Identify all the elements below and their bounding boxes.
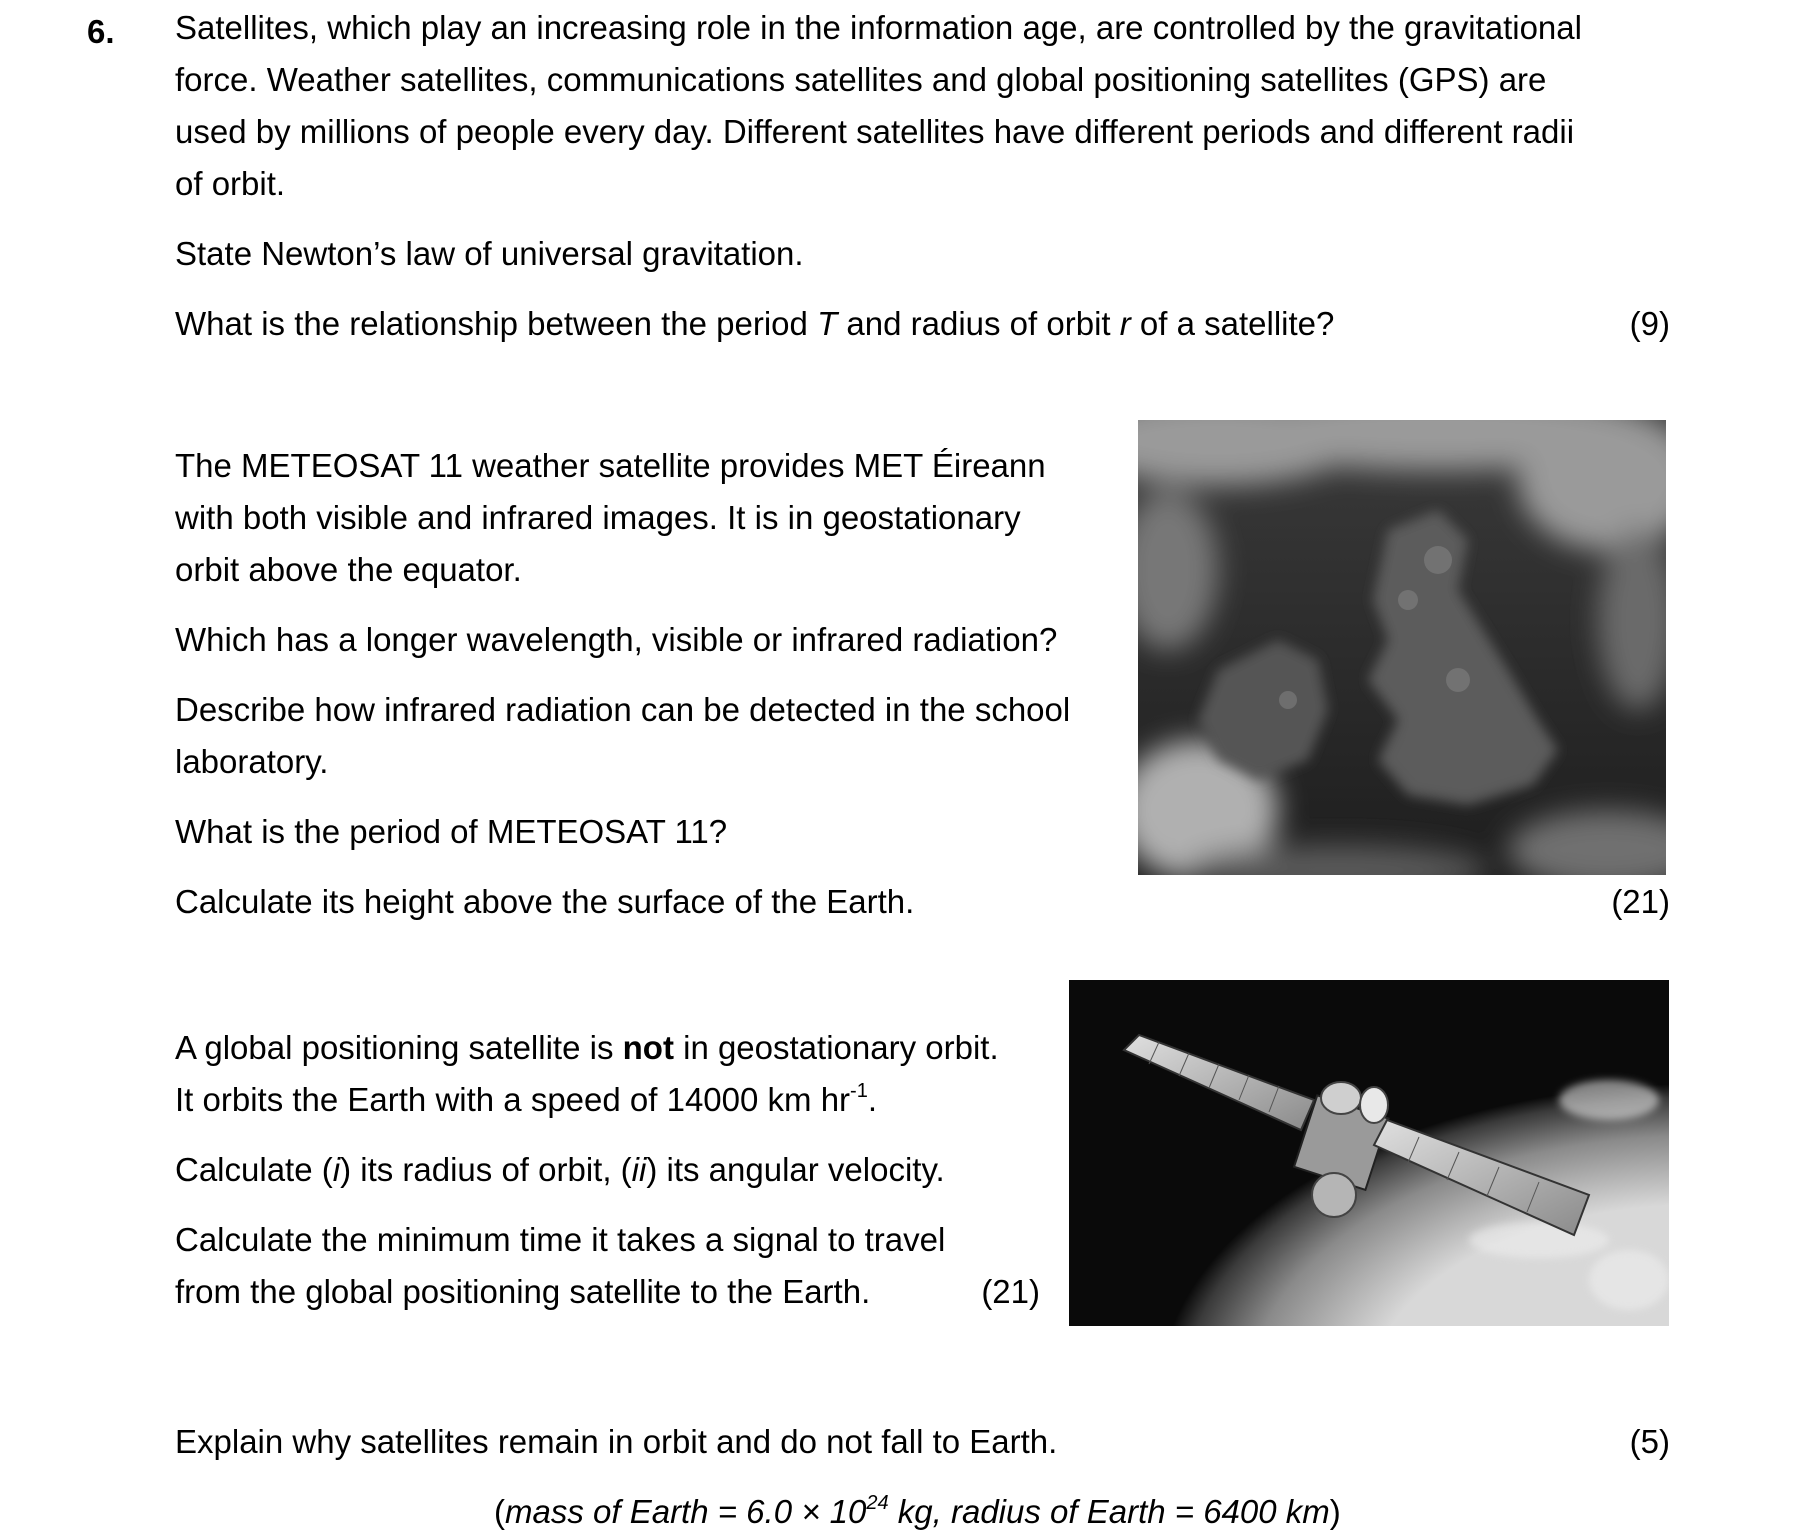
marks-part-c: (21) bbox=[981, 1273, 1040, 1310]
meteosat-line: orbit above the equator. bbox=[175, 551, 522, 588]
orbit-explain-question: Explain why satellites remain in orbit and do not fall to Earth. bbox=[175, 1423, 1058, 1460]
weather-map-graphic bbox=[1138, 420, 1666, 875]
satellite-graphic bbox=[1069, 980, 1669, 1326]
height-question: Calculate its height above the surface of the Earth. bbox=[175, 883, 915, 920]
newton-law-question: State Newton’s law of universal gravitation. bbox=[175, 235, 804, 272]
gps-satellite-image bbox=[1069, 980, 1669, 1326]
infrared-detect-line: laboratory. bbox=[175, 743, 329, 780]
infrared-detect-line: Describe how infrared radiation can be detected in the school bbox=[175, 691, 1071, 728]
marks-part-b: (21) bbox=[1611, 883, 1670, 920]
intro-line: Satellites, which play an increasing role in the information age, are controlled by the gravitational bbox=[175, 9, 1582, 46]
question-number: 6. bbox=[87, 13, 115, 50]
meteosat-line: with both visible and infrared images. It is in geostationary bbox=[175, 499, 1021, 536]
period-radius-question: What is the relationship between the period T and radius of orbit r of a satellite? bbox=[175, 305, 1335, 342]
wavelength-question: Which has a longer wavelength, visible or infrared radiation? bbox=[175, 621, 1058, 658]
signal-time-line: Calculate the minimum time it takes a signal to travel bbox=[175, 1221, 946, 1258]
gps-line: A global positioning satellite is not in geostationary orbit. bbox=[175, 1029, 999, 1066]
weather-satellite-image bbox=[1138, 420, 1666, 875]
marks-part-a: (9) bbox=[1629, 305, 1670, 342]
marks-part-d: (5) bbox=[1629, 1423, 1670, 1460]
intro-line: of orbit. bbox=[175, 165, 286, 202]
earth-data-note: (mass of Earth = $6.0 \times 10^{24}$ kg, radius of Earth = 6400 km) bbox=[494, 1492, 1341, 1530]
signal-time-line: from the global positioning satellite to the Earth. bbox=[175, 1273, 871, 1310]
intro-line: used by millions of people every day. Different satellites have different periods and different radii bbox=[175, 113, 1575, 150]
intro-line: force. Weather satellites, communications satellites and global positioning satellites (GPS) are bbox=[175, 61, 1547, 98]
meteosat-line: The METEOSAT 11 weather satellite provides MET Éireann bbox=[175, 447, 1046, 484]
gps-line: It orbits the Earth with a speed of 14000 km $hr^{-1}$. bbox=[175, 1080, 878, 1118]
period-question: What is the period of METEOSAT 11? bbox=[175, 813, 728, 850]
radius-angular-question: Calculate (i) its radius of orbit, (ii) its angular velocity. bbox=[175, 1151, 945, 1188]
